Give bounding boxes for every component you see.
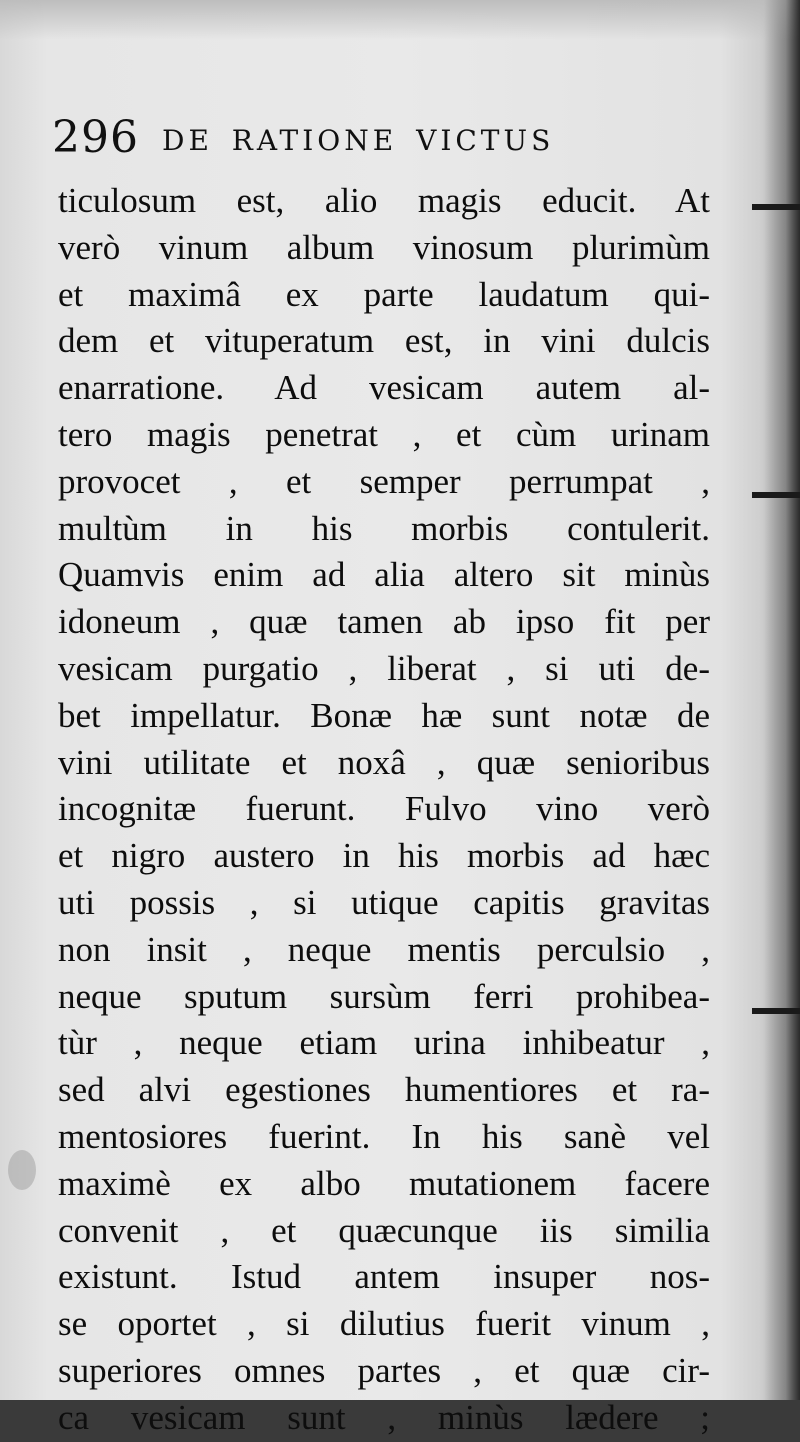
page-edge-mark bbox=[752, 204, 800, 210]
body-text bbox=[58, 178, 710, 1442]
text-line: tero magis penetrat , et cùm urinam bbox=[58, 414, 710, 454]
text-line: superiores omnes partes , et quæ cir- bbox=[58, 1350, 710, 1390]
text-line: et maximâ ex parte laudatum qui- bbox=[58, 274, 710, 314]
text-line: idoneum , quæ tamen ab ipso fit per bbox=[58, 602, 710, 642]
page-edge-mark bbox=[752, 492, 800, 498]
text-line: dem et vituperatum est, in vini dulcis bbox=[58, 321, 710, 361]
text-line: incognitæ fuerunt. Fulvo vino verò bbox=[58, 789, 710, 829]
text-line: vesicam purgatio , liberat , si uti de- bbox=[58, 648, 710, 688]
text-line: vini utilitate et noxâ , quæ senioribus bbox=[58, 742, 710, 782]
text-line: convenit , et quæcunque iis similia bbox=[58, 1210, 710, 1250]
running-head-title: DE RATIONE VICTUS bbox=[162, 124, 555, 157]
text-line: et nigro austero in his morbis ad hæc bbox=[58, 836, 710, 876]
text-line: existunt. Istud antem insuper nos- bbox=[58, 1257, 710, 1297]
paper-stain bbox=[8, 1150, 36, 1190]
text-line: provocet , et semper perrumpat , bbox=[58, 461, 710, 501]
text-line: sed alvi egestiones humentiores et ra- bbox=[58, 1070, 710, 1110]
text-line: maximè ex albo mutationem facere bbox=[58, 1163, 710, 1203]
page-number: 296 bbox=[52, 112, 139, 163]
text-line: neque sputum sursùm ferri prohibea- bbox=[58, 976, 710, 1016]
text-line: Quamvis enim ad alia altero sit minùs bbox=[58, 555, 710, 595]
running-head bbox=[52, 108, 732, 168]
text-line: verò vinum album vinosum plurimùm bbox=[58, 227, 710, 267]
page-right-edge bbox=[764, 0, 800, 1400]
text-line: ca vesicam sunt , minùs lædere ; bbox=[58, 1397, 710, 1437]
text-line: mentosiores fuerint. In his sanè vel bbox=[58, 1116, 710, 1156]
page-top-shadow bbox=[0, 0, 800, 40]
text-line: tùr , neque etiam urina inhibeatur , bbox=[58, 1023, 710, 1063]
text-line: non insit , neque mentis perculsio , bbox=[58, 929, 710, 969]
text-line: bet impellatur. Bonæ hæ sunt notæ de bbox=[58, 695, 710, 735]
text-line: enarratione. Ad vesicam autem al- bbox=[58, 368, 710, 408]
text-line: uti possis , si utique capitis gravitas bbox=[58, 882, 710, 922]
text-line: multùm in his morbis contulerit. bbox=[58, 508, 710, 548]
page-edge-mark bbox=[752, 1008, 800, 1014]
text-line: se oportet , si dilutius fuerit vinum , bbox=[58, 1304, 710, 1344]
text-line: ticulosum est, alio magis educit. At bbox=[58, 181, 710, 220]
